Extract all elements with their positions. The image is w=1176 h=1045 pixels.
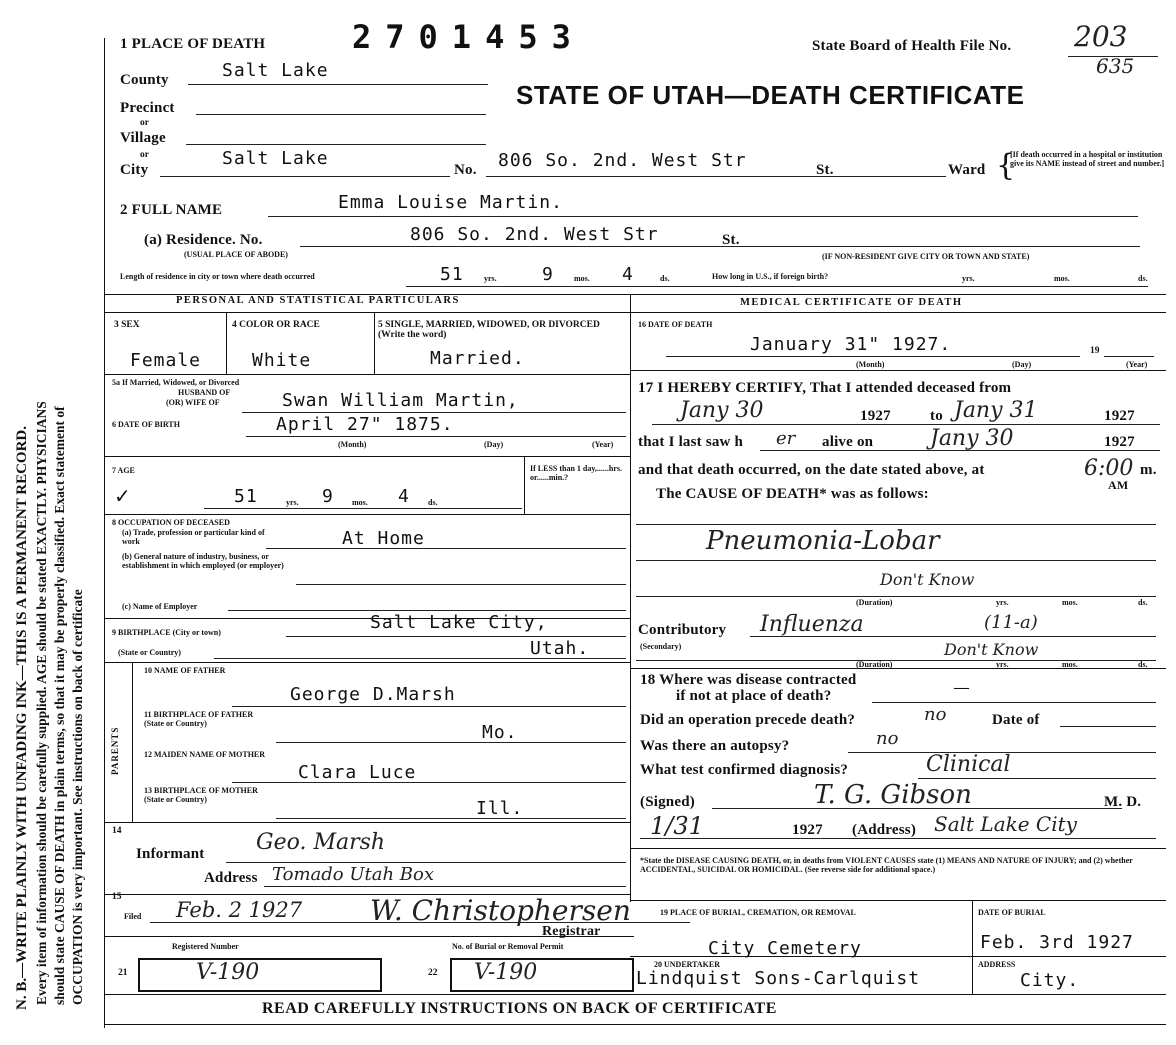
- occupation-a-label: (a) Trade, profession or particular kind of work: [122, 528, 265, 546]
- contributory-duration: Don't Know: [944, 640, 1039, 659]
- physician-signature: T. G. Gibson: [814, 780, 972, 810]
- county-value: Salt Lake: [222, 60, 329, 81]
- city-value: Salt Lake: [222, 148, 329, 169]
- birthplace-sublabel: (State or Country): [118, 648, 181, 657]
- marital-label: 5 SINGLE, MARRIED, WIDOWED, OR DIVORCED (Write the word): [378, 320, 600, 340]
- or-text-1: or: [140, 118, 149, 128]
- duration-mos-label: mos.: [1062, 598, 1078, 607]
- footer-instructions: READ CAREFULLY INSTRUCTIONS ON BACK OF CERTIFICATE: [262, 1000, 777, 1017]
- occupation-value: At Home: [342, 528, 425, 549]
- item-14-number: 14: [112, 826, 122, 836]
- disease-contracted-value: —: [954, 680, 970, 696]
- pronoun-value: er: [776, 428, 796, 449]
- city-label: City: [120, 162, 149, 178]
- alive-on-label: alive on: [822, 434, 874, 450]
- side-instruction-4: OCCUPATION is very important. See instructions on back of certificate: [70, 589, 85, 1005]
- us-residence-label: How long in U.S., if foreign birth?: [712, 272, 829, 281]
- contrib-duration-label: (Duration): [856, 660, 893, 669]
- contrib-yrs-label: yrs.: [996, 660, 1009, 669]
- full-name-value: Emma Louise Martin.: [338, 192, 563, 213]
- spouse-label-a: 5a If Married, Widowed, or Divorced: [112, 378, 240, 387]
- birthplace-city: Salt Lake City,: [370, 612, 548, 633]
- alive-on-date: Jany 30: [930, 426, 1014, 451]
- alive-on-year: 1927: [1104, 434, 1135, 450]
- color-value: White: [252, 350, 312, 371]
- informant-label: Informant: [136, 846, 205, 862]
- contributory-label: Contributory: [638, 622, 727, 638]
- dod-year-label: (Year): [1126, 360, 1148, 369]
- residence-months: 9: [542, 264, 554, 285]
- age-yrs-label: yrs.: [286, 498, 299, 507]
- dob-value: April 27" 1875.: [276, 414, 454, 435]
- death-time: 6:00: [1084, 456, 1134, 481]
- informant-address: Tomado Utah Box: [272, 864, 434, 885]
- filed-date: Feb. 2 1927: [176, 898, 303, 922]
- contributory-code: (11-a): [984, 612, 1038, 633]
- birthplace-label: 9 BIRTHPLACE (City or town): [112, 628, 221, 637]
- residence-mos-label: mos.: [574, 274, 590, 283]
- contrib-ds-label: ds.: [1138, 660, 1148, 669]
- residence-yrs-label: yrs.: [484, 274, 497, 283]
- father-name: George D.Marsh: [290, 684, 456, 705]
- contributory-cause: Influenza: [760, 612, 864, 637]
- street-value: 806 So. 2nd. West Str: [498, 150, 747, 171]
- residence-sublabel: (USUAL PLACE OF ABODE): [184, 250, 288, 259]
- center-divider: [630, 294, 631, 902]
- cause-duration: Don't Know: [880, 570, 975, 589]
- precinct-label: Precinct: [120, 100, 175, 116]
- registrar-label: Registrar: [542, 924, 601, 939]
- to-label: to: [930, 408, 943, 424]
- burial-date: Feb. 3rd 1927: [980, 932, 1134, 953]
- medical-section-header: MEDICAL CERTIFICATE OF DEATH: [740, 297, 963, 308]
- attended-from: Jany 30: [680, 398, 764, 423]
- autopsy-label: Was there an autopsy?: [640, 738, 790, 754]
- mother-name: Clara Luce: [298, 762, 417, 783]
- physician-address: Salt Lake City: [934, 812, 1077, 836]
- county-label: County: [120, 72, 169, 88]
- burial-permit-number: V-190: [474, 960, 538, 985]
- age-mos-label: mos.: [352, 498, 368, 507]
- burial-place: City Cemetery: [708, 938, 862, 959]
- father-birthplace-label: 11 BIRTHPLACE OF FATHER (State or Country): [144, 710, 254, 728]
- place-of-death-label: 1 PLACE OF DEATH: [120, 36, 266, 52]
- registrar-signature: W. Christophersen: [370, 894, 631, 927]
- registered-number-label: Registered Number: [172, 942, 239, 951]
- father-name-label: 10 NAME OF FATHER: [144, 666, 226, 675]
- spouse-value: Swan William Martin,: [282, 390, 519, 411]
- spouse-label-b: HUSBAND OF: [178, 388, 231, 397]
- secondary-label: (Secondary): [640, 642, 682, 651]
- color-label: 4 COLOR OR RACE: [232, 320, 320, 330]
- dob-label: 6 DATE OF BIRTH: [112, 420, 180, 429]
- dod-day-label: (Day): [1012, 360, 1032, 369]
- sign-year: 1927: [792, 822, 823, 838]
- check-icon: ✓: [114, 486, 131, 508]
- residence-days: 4: [622, 264, 634, 285]
- registered-number: V-190: [196, 960, 260, 985]
- cause-label: The CAUSE OF DEATH* was as follows:: [656, 486, 929, 502]
- address-label: Address: [204, 870, 258, 886]
- attended-from-year: 1927: [860, 408, 891, 424]
- nineteen-prefix: 19: [1090, 346, 1100, 356]
- age-days: 4: [398, 486, 410, 507]
- item-22-number: 22: [428, 968, 438, 978]
- page-title: STATE OF UTAH—DEATH CERTIFICATE: [516, 80, 1025, 110]
- operation-value: no: [924, 704, 947, 725]
- cause-of-death: Pneumonia-Lobar: [706, 526, 940, 556]
- us-yrs-label: yrs.: [962, 274, 975, 283]
- item-15-number: 15: [112, 892, 122, 902]
- dod-month-label: (Month): [856, 360, 885, 369]
- occupation-b-label: (b) General nature of industry, business, or establishment in which employed (or employer): [122, 552, 284, 570]
- burial-place-label: 19 PLACE OF BURIAL, CREMATION, OR REMOVAL: [660, 908, 856, 917]
- nonresident-note: (IF NON-RESIDENT GIVE CITY OR TOWN AND STATE): [822, 252, 1030, 261]
- certificate-number: 2701453: [352, 18, 585, 56]
- side-instruction-3: should state CAUSE OF DEATH in plain terms, so that it may be properly classified. Exact statement of: [52, 406, 67, 1005]
- spouse-label-c: (OR) WIFE OF: [166, 398, 220, 407]
- undertaker-address-label: ADDRESS: [978, 960, 1016, 969]
- informant-signature: Geo. Marsh: [256, 830, 386, 855]
- parents-label: PARENTS: [110, 726, 120, 775]
- age-ds-label: ds.: [428, 498, 438, 507]
- md-label: M. D.: [1104, 794, 1142, 810]
- side-instruction-1: N. B.—WRITE PLAINLY WITH UNFADING INK—THIS IS A PERMANENT RECORD.: [14, 426, 30, 1010]
- registered-number-box: [138, 958, 382, 992]
- village-label: Village: [120, 130, 166, 146]
- undertaker-address: City.: [1020, 970, 1080, 991]
- duration-label: (Duration): [856, 598, 893, 607]
- burial-permit-label: No. of Burial or Removal Permit: [452, 942, 564, 951]
- sign-date: 1/31: [650, 812, 704, 840]
- us-mos-label: mos.: [1054, 274, 1070, 283]
- ward-label: Ward: [948, 162, 986, 178]
- brace-icon: {: [996, 148, 1016, 183]
- test-value: Clinical: [926, 752, 1011, 777]
- st-label: St.: [816, 162, 834, 178]
- attended-to-year: 1927: [1104, 408, 1135, 424]
- file-no-label: State Board of Health File No.: [812, 38, 1012, 54]
- age-years: 51: [234, 486, 258, 507]
- undertaker-label: 20 UNDERTAKER: [654, 960, 721, 969]
- dob-month-label: (Month): [338, 440, 367, 449]
- street-no-label: No.: [454, 162, 477, 178]
- certify-label: 17 I HEREBY CERTIFY, That I attended deceased from: [638, 380, 1012, 396]
- occupation-label: 8 OCCUPATION OF DECEASED: [112, 518, 230, 527]
- bottom-border: [104, 994, 1166, 995]
- sex-label: 3 SEX: [114, 320, 140, 330]
- file-no-value: 203: [1074, 20, 1128, 53]
- dob-year-label: (Year): [592, 440, 614, 449]
- length-of-residence-label: Length of residence in city or town where death occurred: [120, 272, 315, 281]
- residence-value: 806 So. 2nd. West Str: [410, 224, 659, 245]
- death-time-suffix: m.: [1140, 462, 1157, 478]
- date-of-death-label: 16 DATE OF DEATH: [638, 320, 713, 329]
- less-than-day-label: If LESS than 1 day,......hrs. or......min.?: [530, 464, 623, 482]
- attended-to: Jany 31: [954, 398, 1038, 423]
- marital-value: Married.: [430, 348, 525, 369]
- birthplace-state: Utah.: [530, 638, 590, 659]
- burial-date-label: DATE OF BURIAL: [978, 908, 1046, 917]
- signed-label: (Signed): [640, 794, 695, 810]
- residence-ds-label: ds.: [660, 274, 670, 283]
- left-border: [104, 38, 105, 1028]
- sex-value: Female: [130, 350, 202, 371]
- employer-label: (c) Name of Employer: [122, 602, 198, 611]
- age-label: 7 AGE: [112, 466, 135, 475]
- filed-label: Filed: [124, 912, 142, 921]
- or-text-2: or: [140, 150, 149, 160]
- disease-contracted-label: 18 Where was disease contracted: [640, 672, 857, 688]
- residence-st-label: St.: [722, 232, 740, 248]
- undertaker: Lindquist Sons-Carlquist: [636, 968, 921, 989]
- duration-ds-label: ds.: [1138, 598, 1148, 607]
- mother-name-label: 12 MAIDEN NAME OF MOTHER: [144, 750, 266, 759]
- ward-note: [If death occurred in a hospital or institution give its NAME instead of street and number.]: [1010, 150, 1165, 168]
- us-ds-label: ds.: [1138, 274, 1148, 283]
- item-21-number: 21: [118, 968, 128, 978]
- disease-contracted-sublabel: if not at place of death?: [676, 688, 832, 704]
- operation-label: Did an operation precede death?: [640, 712, 856, 728]
- date-of-death-value: January 31" 1927.: [750, 334, 952, 355]
- cause-footnote: *State the DISEASE CAUSING DEATH, or, in deaths from VIOLENT CAUSES state (1) MEANS AND NATURE OF INJURY; and (2) whether ACCIDENTAL, SUICIDAL OR HOMICIDAL. (See reverse side for additional space.): [640, 856, 1133, 874]
- death-time-label: and that death occurred, on the date stated above, at: [638, 462, 985, 478]
- am-label: AM: [1108, 478, 1129, 492]
- full-name-label: 2 FULL NAME: [120, 202, 223, 218]
- residence-years: 51: [440, 264, 464, 285]
- residence-label: (a) Residence. No.: [144, 232, 263, 248]
- father-birthplace: Mo.: [482, 722, 518, 743]
- last-saw-label: that I last saw h: [638, 434, 744, 450]
- dob-day-label: (Day): [484, 440, 504, 449]
- duration-yrs-label: yrs.: [996, 598, 1009, 607]
- physician-address-label: (Address): [852, 822, 917, 838]
- autopsy-value: no: [876, 728, 899, 749]
- mother-birthplace: Ill.: [476, 798, 524, 819]
- contrib-mos-label: mos.: [1062, 660, 1078, 669]
- personal-section-header: PERSONAL AND STATISTICAL PARTICULARS: [176, 295, 460, 306]
- file-no-note: 635: [1096, 54, 1135, 78]
- age-months: 9: [322, 486, 334, 507]
- test-label: What test confirmed diagnosis?: [640, 762, 849, 778]
- side-instruction-2: Every item of information should be carefully supplied. AGE should be stated EXACTLY. PHYSICIANS: [34, 401, 49, 1005]
- mother-birthplace-label: 13 BIRTHPLACE OF MOTHER (State or Country): [144, 786, 258, 804]
- date-of-label: Date of: [992, 712, 1040, 728]
